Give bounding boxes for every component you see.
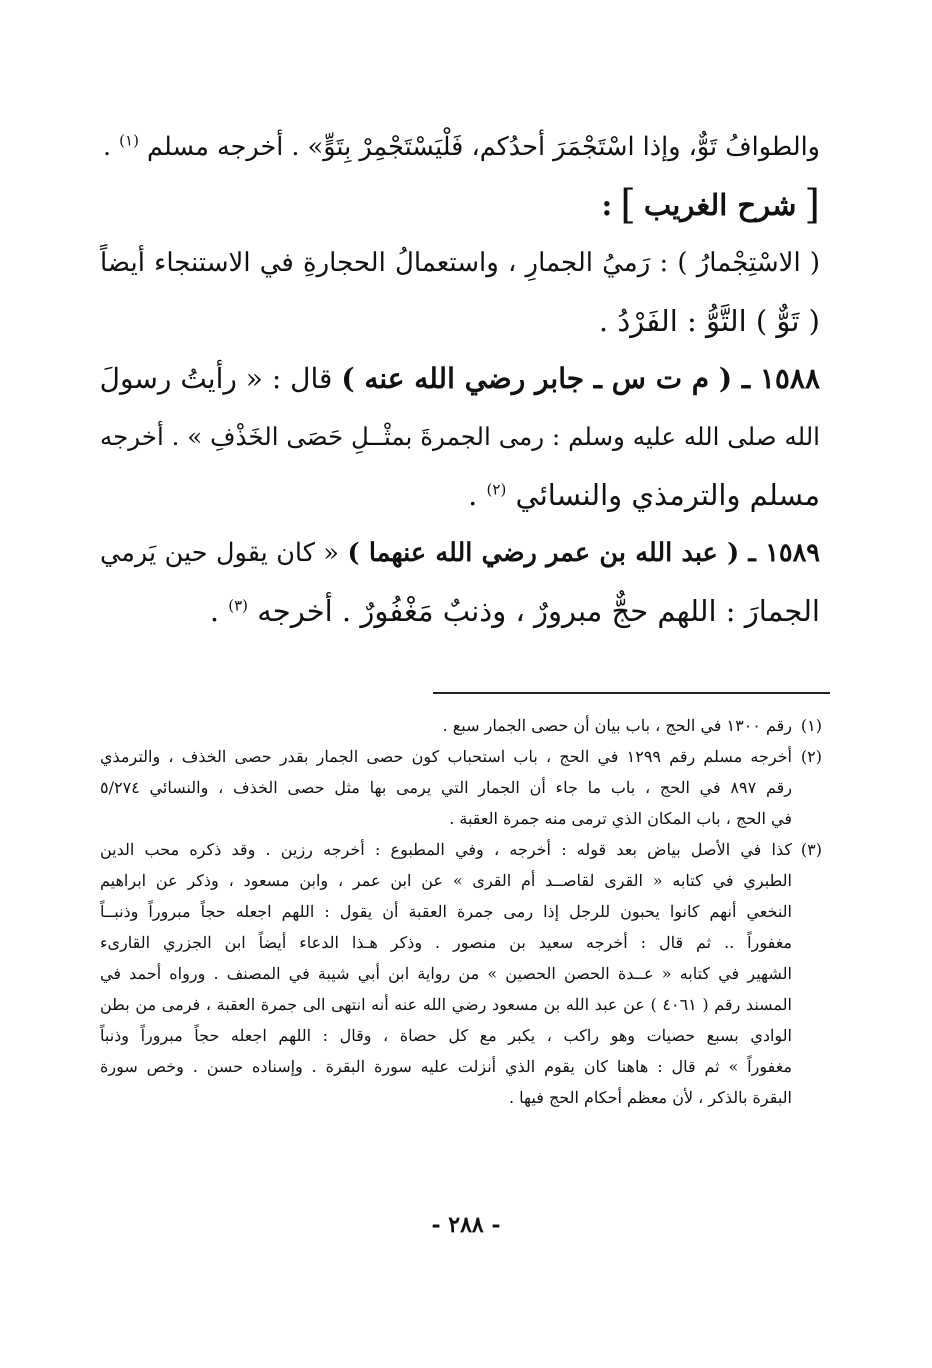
section-heading — [100, 176, 820, 234]
footnote-1 — [100, 710, 822, 741]
main-line-7-text: مسلم والترمذي والنسائي — [515, 478, 820, 512]
main-line-6: الله صلى الله عليه وسلم : رمى الجمرةَ بمثْــلِ حَصَى الخَذْفِ » . أخرجه — [100, 422, 820, 451]
footnote-line: رقم ٨٩٧ في الحج ، باب ما جاء أن الجمار التي يرمى بها مثل حصى الخذف ، والنسائي ٥/٢٧٤ — [100, 778, 792, 797]
hadith-number-1589: ١٥٨٩ — [765, 538, 820, 568]
hadith-number-1588: ١٥٨٨ — [759, 362, 820, 395]
page-number: - ٢٨٨ - — [431, 1212, 501, 1238]
footnote-ref-1: (١) — [119, 131, 139, 150]
main-line-7-end: . — [468, 478, 478, 512]
footnote-line: كذا في الأصل بياض بعد قوله : أخرجه ، وفي المطبوع : أخرجه رزين . وقد ذكره محب الدين — [100, 840, 792, 859]
footnote-line: النخعي أنهم كانوا يحبون للرجل إذا رمى جمرة العقبة أن يقول : اللهم اجعله حجاً مبروراً وذنبــاً — [100, 902, 792, 921]
hadith-dash-1589: ـ — [739, 538, 766, 568]
main-line-9-end: . — [209, 594, 220, 628]
main-line-7 — [100, 466, 820, 524]
footnote-line: الوادي بسبع حصيات وهو راكب ، يكبر مع كل حصاة ، وقال : اللهم اجعله حجاً مبروراً وذنباً — [100, 1026, 792, 1045]
footnote-body — [100, 710, 792, 741]
footnote-line: البقرة بالذكر ، لأن معظم أحكام الحج فيها . — [508, 1088, 792, 1107]
footnote-line: في الحج ، باب المكان الذي ترمى منه جمرة العقبة . — [449, 809, 792, 828]
hadith-1588-header — [100, 350, 820, 408]
heading-colon: : — [601, 188, 613, 222]
main-line-9 — [100, 582, 820, 640]
footnote-number: (٣) — [800, 840, 822, 859]
footnote-ref-3: (٣) — [228, 596, 249, 615]
hadith-text-1588-start: قال : « رأيتُ رسولَ — [99, 362, 342, 395]
footnote-body — [100, 834, 792, 1113]
main-line-1-text: والطوافُ تَوٌّ، وإذا اسْتَجْمَرَ أحدُكم، فَلْيَسْتَجْمِرْ بِتَوٍّ» . أخرجه مسلم — [147, 132, 820, 162]
footnote-line: المسند رقم ( ٤٠٦١ ) عن عبد الله بن مسعود رضي الله عنه أنه انتهى الى جمرة العقبة ، فرمى من بطن — [100, 995, 793, 1014]
hadith-dash-1588: ـ — [732, 362, 760, 395]
main-line-4: ( تَوٌّ ) التَّوُّ : الفَرْدُ . — [598, 304, 820, 338]
footnote-body — [100, 741, 792, 834]
footnote-line: الشهير في كتابه « عــدة الحصن الحصين » من رواية ابن أبي شيبة في المصنف . ورواه أحمد في — [100, 964, 792, 983]
footnote-line: الطبري في كتابه « القرى لقاصــد أم القرى » عن ابن عمر ، وابن مسعود ، وذكر عن ابراهيم — [100, 871, 792, 890]
footnote-line: مغفوراً » ثم قال : هاهنا كان يقوم الذي أنزلت عليه سورة البقرة . وإسناده حسن . وخص سورة — [100, 1057, 792, 1076]
main-line-9-text: الجمارَ : اللهم حجٌّ مبرورٌ ، وذنبٌ مَغْفُورٌ . أخرجه — [257, 594, 820, 628]
hadith-narrator-1588: ( م ت س ـ جابر رضي الله عنه ) — [341, 362, 733, 395]
footnote-2 — [100, 741, 822, 834]
footnote-number: (١) — [800, 716, 822, 735]
hadith-text-1589-start: « كان يقول حين يَرمي — [100, 538, 348, 568]
footnote-line: أخرجه مسلم رقم ١٢٩٩ في الحج ، باب استحباب كون حصى الجمار بقدر حصى الخذف ، والترمذي — [100, 747, 793, 766]
main-line-3: ( الاسْتِجْمارُ ) : رَميُ الجمارِ ، واستعمالُ الحجارةِ في الاستنجاء أيضاً — [100, 248, 820, 278]
heading-open-bracket: [ — [804, 182, 820, 228]
footnotes-block — [100, 710, 822, 1113]
hadith-narrator-1589: ( عبد الله بن عمر رضي الله عنهما ) — [347, 538, 740, 568]
footnote-3 — [100, 834, 822, 1113]
footnote-line: رقم ١٣٠٠ في الحج ، باب بيان أن حصى الجمار سبع . — [442, 716, 792, 735]
main-line-1 — [100, 118, 820, 176]
main-text-block — [100, 118, 820, 640]
main-line-1-end: . — [102, 132, 112, 162]
heading-close-bracket: ] — [620, 182, 636, 228]
footnote-number: (٢) — [800, 747, 822, 766]
footnote-ref-2: (٢) — [486, 480, 507, 499]
footnote-divider — [433, 692, 830, 694]
footnote-line: مغفوراً .. ثم قال : أخرجه سعيد بن منصور . وذكر هـذا الدعاء أيضاً ابن الجزري القارىء — [100, 933, 792, 952]
hadith-1589-header — [100, 524, 820, 582]
heading-title: شرح الغريب — [643, 188, 797, 222]
